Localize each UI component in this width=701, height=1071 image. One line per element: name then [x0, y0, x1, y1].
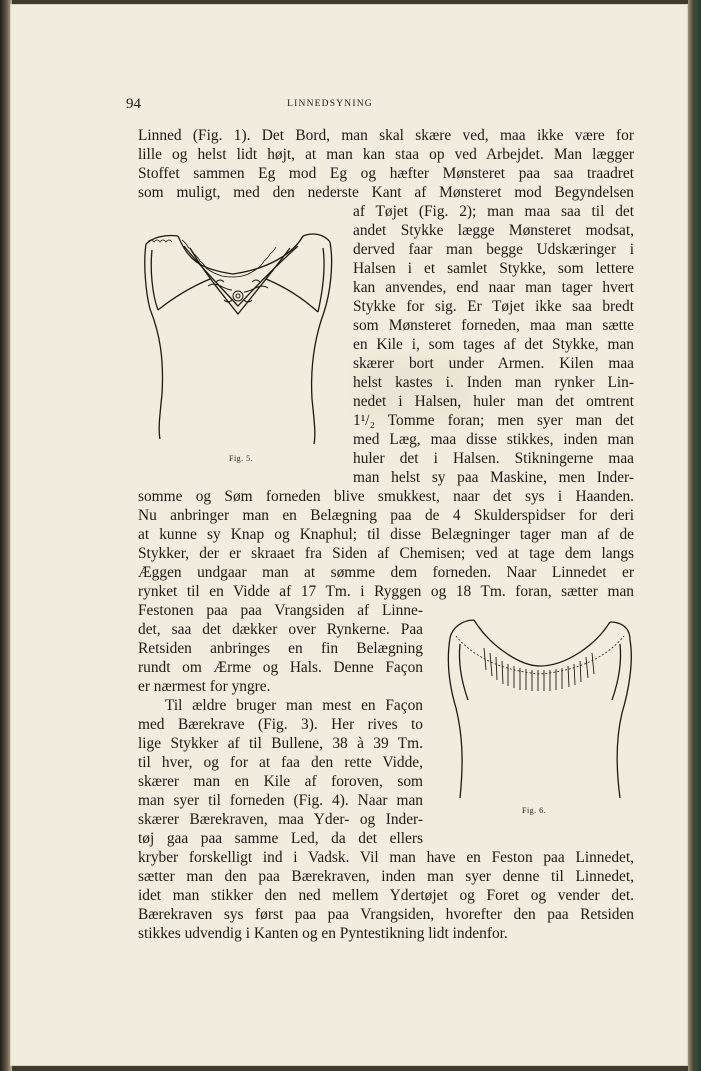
text-line: Stoffet sammen Eg mod Eg og hæfter Mønsteret paa saa traadret — [138, 165, 634, 182]
text-line: at kunne sy Knap og Knaphul; til disse Belægninger tager man af de — [138, 526, 634, 543]
text-line: kryber forskelligt ind i Vadsk. Vil man have en Feston paa Linnedet, — [138, 849, 634, 866]
running-title: LINNEDSYNING — [287, 99, 373, 109]
text-line: skærer man en Kile af foroven, som — [138, 773, 423, 790]
figure-5-illustration — [138, 224, 338, 454]
text-line: Festonen paa paa Vrangsiden af Linne- — [138, 602, 423, 619]
text-line: derved faar man begge Udskæringer i — [353, 241, 634, 258]
text-line: 1¹/₂ Tomme foran; men syer man det — [353, 412, 634, 429]
text-line: lille og helst lidt højt, at man kan staa op ved Arbejdet. Man lægger — [138, 146, 634, 163]
text-line: Stykke for sig. Er Tøjet ikke saa bredt — [353, 298, 634, 315]
text-line: Bærekraven sys først paa paa Vrangsiden, hvorefter den paa Retsiden — [138, 906, 634, 923]
text-line: Til ældre bruger man mest en Façon — [165, 697, 423, 714]
text-line: man helst sy paa Maskine, men Inder- — [353, 469, 634, 486]
text-line: kan anvendes, end naar man tager hvert — [353, 279, 634, 296]
book-fore-edge — [688, 0, 701, 1071]
figure-6-illustration — [440, 608, 640, 808]
text-line: somme og Søm forneden blive smukkest, naar det sys i Haanden. — [138, 488, 634, 505]
figure-6-caption: Fig. 6. — [522, 806, 547, 815]
text-line: det, saa det dækker over Rynkerne. Paa — [138, 621, 423, 638]
text-line: en Kile i, som tages af det Stykke, man — [353, 336, 634, 353]
text-line: sætter man den paa Bærekraven, inden man syer denne til Linnedet, — [138, 868, 634, 885]
text-line: med Læg, maa disse stikkes, inden man — [353, 431, 634, 448]
text-line: Linned (Fig. 1). Det Bord, man skal skære ved, maa ikke være for — [138, 127, 634, 144]
text-line: helst kastes i. Inden man rynker Lin- — [353, 374, 634, 391]
page-header — [0, 96, 701, 116]
text-line: rynket til en Vidde af 17 Tm. i Ryggen og 18 Tm. foran, sætter man — [138, 583, 634, 600]
text-line: til hver, og for at faa den rette Vidde, — [138, 754, 423, 771]
text-line: Halsen i et samlet Stykke, som lettere — [353, 260, 634, 277]
text-line: stikkes udvendig i Kanten og en Pyntestikning lidt indenfor. — [138, 925, 508, 942]
text-line: lige Stykker af til Bullene, 38 à 39 Tm. — [138, 735, 423, 752]
text-line: Stykker, der er skraaet fra Siden af Chemisen; ved at tage dem langs — [138, 545, 634, 562]
text-line: huler det i Halsen. Stikningerne maa — [353, 450, 634, 467]
text-line: som Mønsteret forneden, maa man sætte — [353, 317, 634, 334]
text-line: skærer Bærekraven, maa Yder- og Inder- — [138, 811, 423, 828]
text-line: tøj gaa paa samme Led, da det ellers — [138, 830, 423, 847]
text-line: rundt om Ærme og Hals. Denne Façon — [138, 659, 423, 676]
text-line: nedet i Halsen, huler man det omtrent — [353, 393, 634, 410]
text-line: andet Stykke lægge Mønsteret modsat, — [353, 222, 634, 239]
text-line: med Bærekrave (Fig. 3). Her rives to — [138, 716, 423, 733]
figure-5-caption: Fig. 5. — [229, 454, 254, 463]
text-line: idet man stikker den ned mellem Ydertøjet og Foret og vender det. — [138, 887, 634, 904]
text-line: Æggen undgaar man at sømme dem forneden. Naar Linnedet er — [138, 564, 634, 581]
page-number: 94 — [126, 96, 141, 112]
text-line: Retsiden anbringes en fin Belægning — [138, 640, 423, 657]
text-line: af Tøjet (Fig. 2); man maa saa til det — [353, 203, 634, 220]
text-line: man syer til forneden (Fig. 4). Naar man — [138, 792, 423, 809]
text-line: skærer bort under Armen. Kilen maa — [353, 355, 634, 372]
text-line: er nærmest for yngre. — [138, 678, 271, 695]
text-line: Nu anbringer man en Belægning paa de 4 Skulderspidser for deri — [138, 507, 634, 524]
text-line: som muligt, med den nederste Kant af Mønsteret mod Begyndelsen — [138, 184, 634, 201]
